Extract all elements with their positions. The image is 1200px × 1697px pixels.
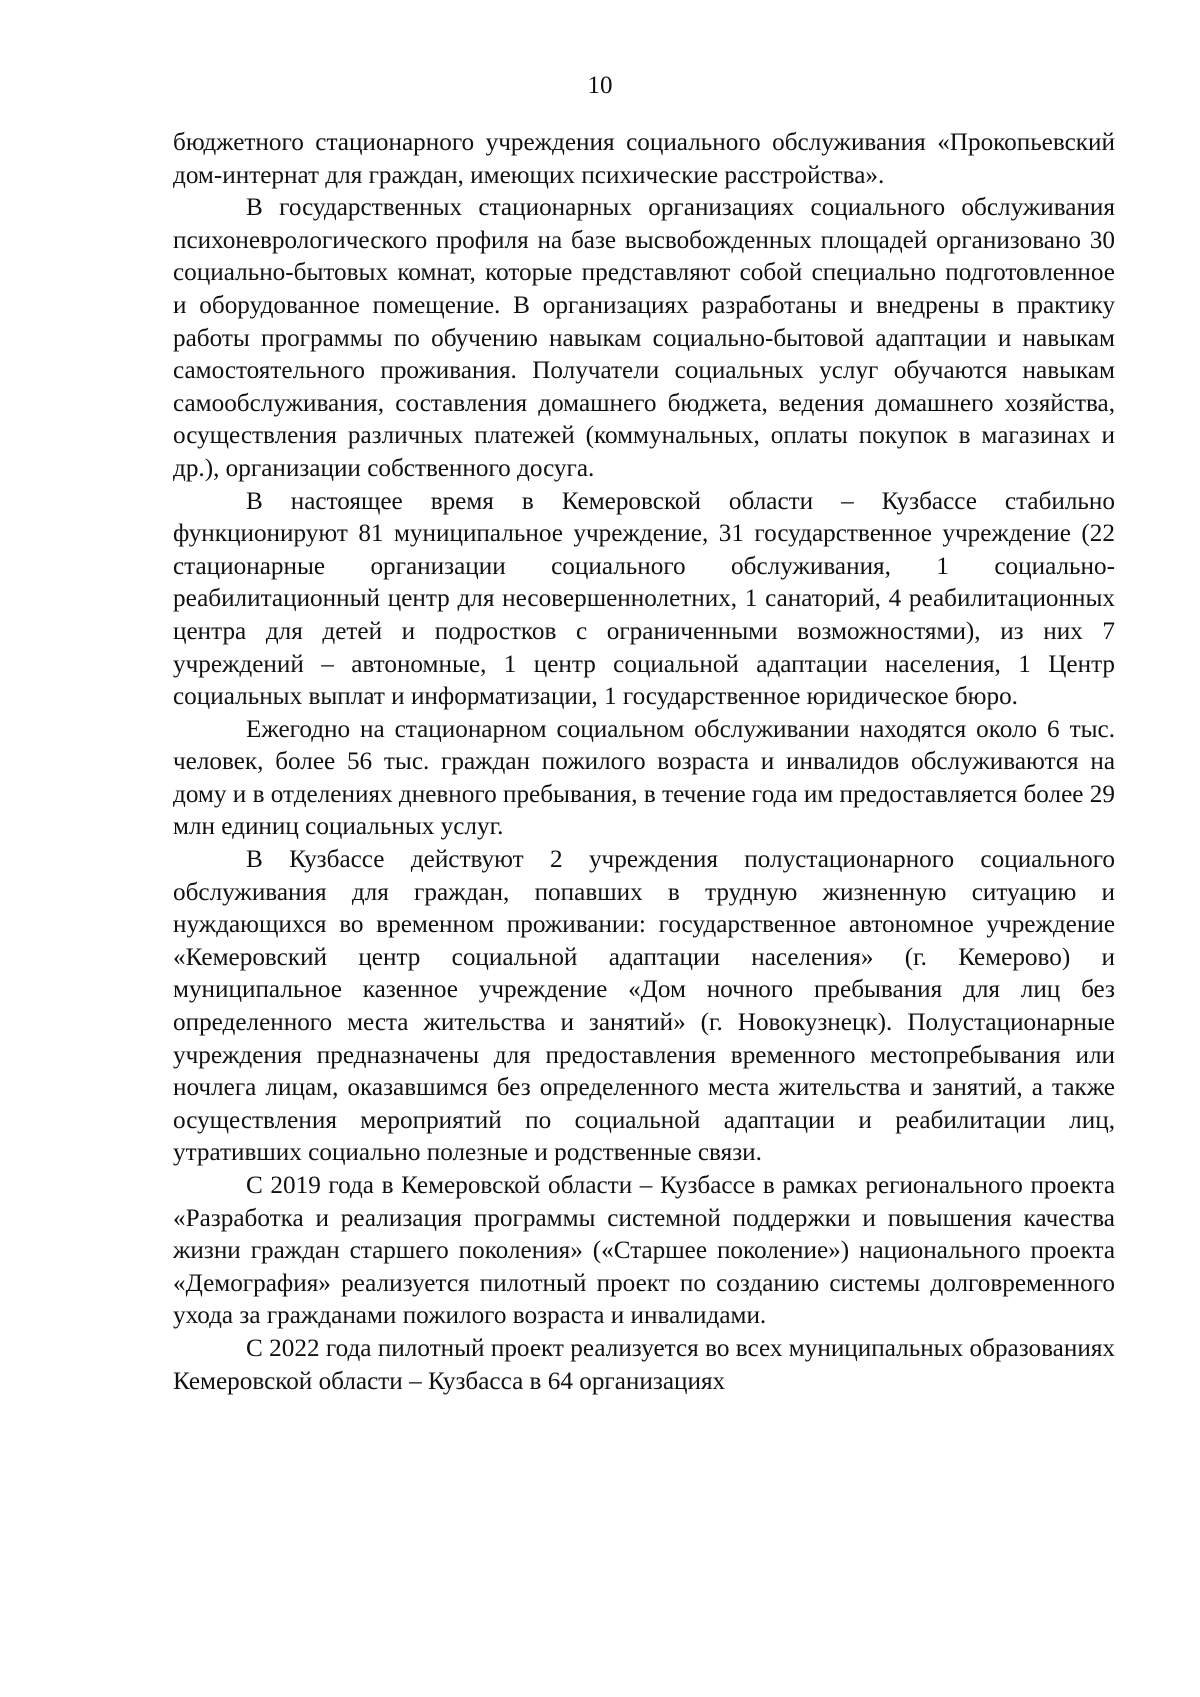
paragraph-social-rooms: В государственных стационарных организациях социального обслуживания психоневрологического профиля на базе высвобожденных площадей организовано 30 социально-бытовых комнат, которые представляют собой специально подготовленное и оборудованное помещение. В организациях разработаны и внедрены в практику работы программы по обучению навыкам социально-бытовой адаптации и навыкам самостоятельного проживания. Получатели социальных услуг обучаются навыкам самообслуживания, составления домашнего бюджета, ведения домашнего хозяйства, осуществления различных платежей (коммунальных, оплаты покупок в магазинах и др.), организации собственного досуга. (173, 194, 1115, 482)
paragraph-continuation: бюджетного стационарного учреждения социального обслуживания «Прокопьевский дом-интернат для граждан, имеющих психические расстройства». (173, 129, 1115, 189)
paragraph-semi-stationary: В Кузбассе действуют 2 учреждения полустационарного социального обслуживания для граждан, попавших в трудную жизненную ситуацию и нуждающихся во временном проживании: государственное автономное учреждение «Кемеровский центр социальной адаптации населения» (г. Кемерово) и муниципальное казенное учреждение «Дом ночного пребывания для лиц без определенного места жительства и занятий» (г. Новокузнецк). Полустационарные учреждения предназначены для предоставления временного местопребывания или ночлега лицам, оказавшимся без определенного места жительства и занятий, а также осуществления мероприятий по социальной адаптации и реабилитации лиц, утративших социально полезные и родственные связи. (173, 846, 1115, 1167)
paragraph-annual-service: Ежегодно на стационарном социальном обслуживании находятся около 6 тыс. человек, более 56 тыс. граждан пожилого возраста и инвалидов обслуживаются на дому и в отделениях дневного пребывания, в течение года им предоставляется более 29 млн единиц социальных услуг. (173, 715, 1115, 841)
paragraph-pilot-project-2019: С 2019 года в Кемеровской области – Кузбассе в рамках регионального проекта «Разработка и реализация программы системной поддержки и повышения качества жизни граждан старшего поколения» («Старшее поколение») национального проекта «Демография» реализуется пилотный проект по созданию системы долговременного ухода за гражданами пожилого возраста и инвалидами. (173, 1172, 1115, 1330)
paragraph-pilot-project-2022: С 2022 года пилотный проект реализуется во всех муниципальных образованиях Кемеровской области – Кузбасса в 64 организациях (173, 1334, 1115, 1395)
paragraph-institutions-count: В настоящее время в Кемеровской области – Кузбассе стабильно функционируют 81 муниципальное учреждение, 31 государственное учреждение (22 стационарные организации социального обслуживания, 1 социально-реабилитационный центр для несовершеннолетних, 1 санаторий, 4 реабилитационных центра для детей и подростков с ограниченными возможностями), из них 7 учреждений – автономные, 1 центр социальной адаптации населения, 1 Центр социальных выплат и информатизации, 1 государственное юридическое бюро. (173, 487, 1115, 711)
document-body (173, 127, 1115, 1398)
page-number: 10 (587, 72, 613, 99)
